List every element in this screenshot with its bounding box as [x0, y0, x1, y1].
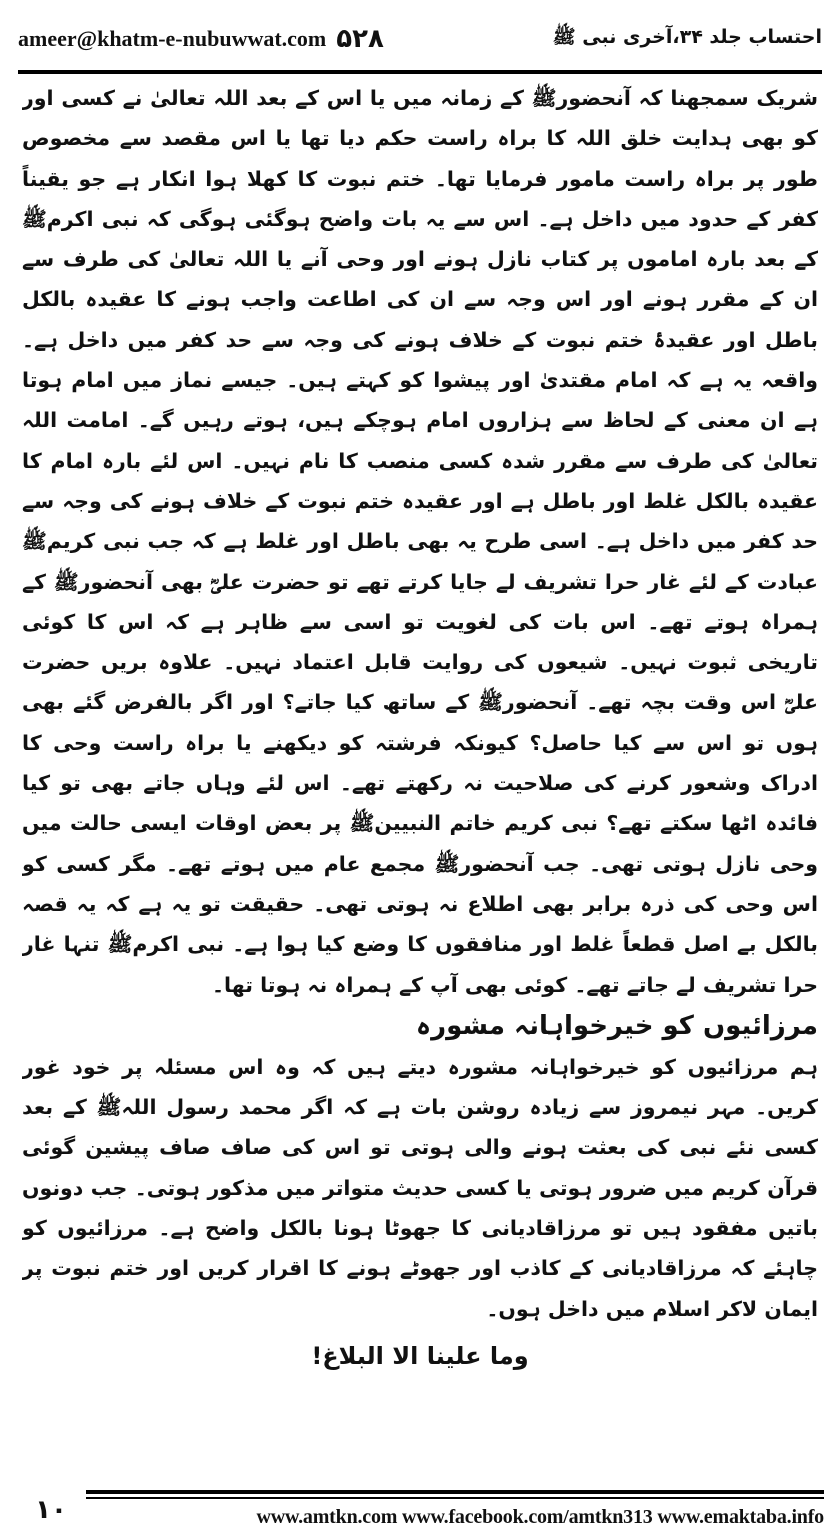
page-body	[22, 78, 818, 1448]
footer-bar	[86, 1490, 824, 1530]
header-email: ameer@khatm-e-nubuwwat.com	[18, 26, 327, 51]
footer-page-number: ۱۰	[35, 1495, 67, 1525]
header-rule	[18, 70, 822, 74]
page-header	[18, 14, 822, 64]
footer-urls: www.amtkn.com www.facebook.com/amtkn313 www.emaktaba.info	[256, 1506, 824, 1528]
section-heading: مرزائیوں کو خیرخواہانہ مشورہ	[415, 1010, 818, 1041]
header-left	[18, 24, 384, 54]
body-paragraph-1: شریک سمجھنا کہ آنحضورﷺ کے زمانہ میں یا اس کے بعد اللہ تعالیٰ نے کسی اور کو بھی ہدایت خلق اللہ کا براہ راست حکم دیا تھا یا اس مقصد سے مخصوص طور پر براہ راست مامور فرمایا تھا۔ ختم نبوت کا کھلا ہوا انکار ہے جو یقیناً کفر کے حدود میں داخل ہے۔ اس سے یہ بات واضح ہوگئی ہوگی کہ نبی اکرمﷺ کے بعد بارہ اماموں پر کتاب نازل ہونے اور وحی آنے یا اللہ تعالیٰ کی طرف سے ان کے مقرر ہونے اور اس وجہ سے ان کی اطاعت واجب ہونے کا عقیدہ بالکل باطل اور عقیدۂ ختم نبوت کے خلاف ہونے کی وجہ سے حد کفر میں داخل ہے۔ واقعہ یہ ہے کہ امام مقتدیٰ اور پیشوا کو کہتے ہیں۔ جیسے نماز میں امام ہوتا ہے ان معنی کے لحاظ سے ہزاروں امام ہوچکے ہیں، ہوتے رہیں گے۔ امامت اللہ تعالیٰ کی طرف سے مقرر شدہ کسی منصب کا نام نہیں۔ اس لئے بارہ امام کا عقیدہ بالکل غلط اور باطل ہے اور عقیدہ ختم نبوت کے خلاف ہونے کی وجہ سے حد کفر میں داخل ہے۔ اسی طرح یہ بھی باطل اور غلط ہے کہ جب نبی کریمﷺ عبادت کے لئے غار حرا تشریف لے جایا کرتے تھے تو حضرت علیؓ بھی آنحضورﷺ کے ہمراہ ہوتے تھے۔ اس بات کی لغویت تو اسی سے ظاہر ہے کہ اس کا کوئی تاریخی ثبوت نہیں۔ شیعوں کی روایت قابل اعتماد نہیں۔ علاوہ بریں حضرت علیؓ اس وقت بچہ تھے۔ آنحضورﷺ کے ساتھ کیا جاتے؟ اور اگر بالفرض گئے بھی ہوں تو اس سے کیا حاصل؟ کیونکہ فرشتہ کو دیکھنے یا براہ راست وحی کا ادراک وشعور کرنے کی صلاحیت نہ رکھتے تھے۔ اس لئے وہاں جاتے بھی تو کیا فائدہ اٹھا سکتے تھے؟ نبی کریم خاتم النبیینﷺ پر بعض اوقات ایسی حالت میں وحی نازل ہوتی تھی۔ جب آنحضورﷺ مجمع عام میں ہوتے تھے۔ مگر کسی کو اس وحی کی ذرہ برابر بھی اطلاع نہ ہوتی تھی۔ حقیقت تو یہ ہے کہ یہ قصہ بالکل بے اصل قطعاً غلط اور منافقوں کا وضع کیا ہوا ہے۔ نبی اکرمﷺ تنہا غار حرا تشریف لے جاتے تھے۔ کوئی بھی آپ کے ہمراہ نہ ہوتا تھا۔	[22, 86, 818, 997]
header-page-number: ۵۲۸	[336, 24, 384, 54]
page-footer	[16, 1490, 824, 1530]
body-paragraph-2: ہم مرزائیوں کو خیرخواہانہ مشورہ دیتے ہیں کہ وہ اس مسئلہ پر خود غور کریں۔ مہر نیمروز سے زیادہ روشن بات ہے کہ اگر محمد رسول اللہﷺ کے بعد کسی نئے نبی کی بعثت ہونے والی ہوتی تو اس کی صاف صاف پیشین گوئی قرآن کریم میں ضرور ہوتی یا کسی حدیث متواتر میں مذکور ہوتی۔ جب دونوں باتیں مفقود ہیں تو مرزاقادیانی کا جھوٹا ہونا بالکل واضح ہے۔ مرزائیوں کو چاہئے کہ مرزاقادیانی کے کاذب اور جھوٹے ہونے کا اقرار کریں اور ختم نبوت پر ایمان لاکر اسلام میں داخل ہوں۔	[22, 1054, 818, 1321]
footer-rule	[86, 1490, 824, 1499]
closing-line: وما علینا الا البلاغ!	[311, 1341, 529, 1370]
header-running-title: احتساب جلد ۳۴،آخری نبی ﷺ	[552, 26, 822, 48]
